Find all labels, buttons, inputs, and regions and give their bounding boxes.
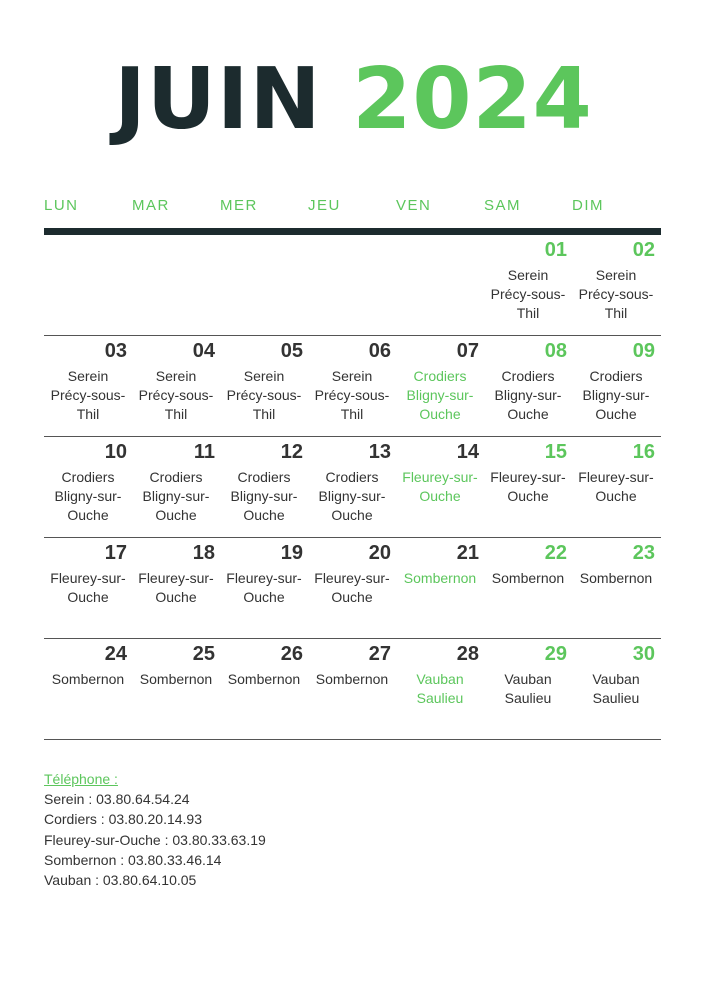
day-number: 05 [280, 340, 303, 362]
calendar-day [396, 336, 484, 436]
day-location [484, 569, 572, 588]
weekday-label: MER [220, 197, 258, 214]
day-location [308, 468, 396, 525]
calendar-day [44, 437, 132, 537]
location-line: Sombernon [579, 570, 653, 586]
location-line: Précy-sous- [578, 286, 654, 302]
day-location [396, 670, 484, 708]
day-number: 11 [193, 441, 215, 463]
location-line: Ouche [595, 488, 637, 504]
location-line: Bligny-sur- [318, 488, 386, 504]
calendar-day [44, 538, 132, 638]
location-line: Ouche [67, 507, 109, 523]
location-line: Fleurey-sur- [402, 469, 478, 485]
location-line: Thil [252, 406, 276, 422]
day-location [572, 670, 660, 708]
day-number: 27 [368, 643, 391, 665]
location-line: Bligny-sur- [494, 387, 562, 403]
location-line: Saulieu [592, 690, 640, 706]
day-number: 08 [544, 340, 567, 362]
location-line: Thil [604, 305, 628, 321]
location-line: Serein [507, 267, 549, 283]
weekday-label: JEU [308, 197, 341, 214]
weekday-label: DIM [572, 197, 604, 214]
location-line: Ouche [419, 488, 461, 504]
day-number: 25 [192, 643, 215, 665]
location-line: Ouche [243, 589, 285, 605]
location-line: Ouche [243, 507, 285, 523]
calendar-day [572, 639, 660, 739]
phone-line: Fleurey-sur-Ouche : 03.80.33.63.19 [44, 831, 266, 848]
location-line: Serein [243, 368, 285, 384]
location-line: Thil [164, 406, 188, 422]
day-location [44, 569, 132, 607]
day-number: 12 [280, 441, 303, 463]
calendar-day [572, 538, 660, 638]
location-line: Fleurey-sur- [314, 570, 390, 586]
location-line: Fleurey-sur- [226, 570, 302, 586]
day-number: 26 [280, 643, 303, 665]
location-line: Bligny-sur- [142, 488, 210, 504]
calendar-day [484, 538, 572, 638]
day-location [308, 569, 396, 607]
location-line: Saulieu [416, 690, 464, 706]
calendar-week [44, 437, 661, 538]
day-number: 01 [544, 239, 567, 261]
day-number: 17 [104, 542, 127, 564]
day-location [484, 468, 572, 506]
calendar-day [484, 336, 572, 436]
day-location [44, 468, 132, 525]
calendar-week [44, 336, 661, 437]
calendar-day [132, 336, 220, 436]
weekday-label: SAM [484, 197, 522, 214]
calendar-week [44, 538, 661, 639]
day-number: 07 [456, 340, 479, 362]
day-number: 09 [632, 340, 655, 362]
calendar-day [484, 235, 572, 335]
calendar-grid [44, 235, 661, 740]
calendar-day [308, 336, 396, 436]
location-line: Sombernon [227, 671, 301, 687]
location-line: Ouche [595, 406, 637, 422]
calendar-day [44, 639, 132, 739]
day-number: 14 [456, 441, 479, 463]
location-line: Thil [516, 305, 540, 321]
title-year: 2024 [352, 50, 593, 149]
calendar-day [484, 639, 572, 739]
day-location [132, 468, 220, 525]
day-number: 28 [456, 643, 479, 665]
phone-line: Sombernon : 03.80.33.46.14 [44, 851, 222, 868]
calendar-day [44, 336, 132, 436]
location-line: Sombernon [403, 570, 477, 586]
calendar-day [220, 538, 308, 638]
phone-line: Vauban : 03.80.64.10.05 [44, 872, 197, 889]
calendar-day [572, 336, 660, 436]
day-location [220, 670, 308, 689]
location-line: Fleurey-sur- [578, 469, 654, 485]
day-location [132, 670, 220, 689]
day-location [396, 569, 484, 588]
day-number: 16 [632, 441, 655, 463]
location-line: Fleurey-sur- [490, 469, 566, 485]
location-line: Sombernon [315, 671, 389, 687]
weekday-label: LUN [44, 197, 79, 214]
location-line: Précy-sous- [138, 387, 214, 403]
day-location [572, 569, 660, 588]
page-title [0, 50, 707, 150]
location-line: Ouche [331, 507, 373, 523]
location-line: Ouche [331, 589, 373, 605]
location-line: Crodiers [325, 469, 379, 485]
calendar-day [220, 437, 308, 537]
day-number: 30 [632, 643, 655, 665]
day-number: 13 [368, 441, 391, 463]
day-number: 23 [632, 542, 655, 564]
day-location [484, 266, 572, 323]
header-divider [44, 228, 661, 235]
location-line: Bligny-sur- [54, 488, 122, 504]
location-line: Thil [76, 406, 100, 422]
location-line: Sombernon [491, 570, 565, 586]
weekday-header [44, 197, 661, 214]
calendar-day [484, 437, 572, 537]
calendar-day [396, 639, 484, 739]
phone-line: Serein : 03.80.64.54.24 [44, 791, 190, 808]
location-line: Vauban [592, 671, 640, 687]
day-location [572, 367, 660, 424]
day-location [220, 468, 308, 525]
location-line: Précy-sous- [314, 387, 390, 403]
location-line: Ouche [155, 589, 197, 605]
day-number: 24 [104, 643, 127, 665]
day-location [572, 468, 660, 506]
day-location [484, 670, 572, 708]
location-line: Crodiers [149, 469, 203, 485]
calendar-day [396, 437, 484, 537]
location-line: Sombernon [139, 671, 213, 687]
day-location [44, 367, 132, 424]
day-number: 18 [192, 542, 215, 564]
location-line: Crodiers [237, 469, 291, 485]
day-location [396, 468, 484, 506]
location-line: Fleurey-sur- [50, 570, 126, 586]
location-line: Serein [67, 368, 109, 384]
location-line: Bligny-sur- [406, 387, 474, 403]
day-location [132, 367, 220, 424]
location-line: Vauban [504, 671, 552, 687]
location-line: Fleurey-sur- [138, 570, 214, 586]
day-location [220, 367, 308, 424]
location-line: Sombernon [51, 671, 125, 687]
location-line: Crodiers [501, 368, 555, 384]
calendar-day [220, 639, 308, 739]
location-line: Crodiers [61, 469, 115, 485]
day-location [308, 670, 396, 689]
calendar-day [396, 538, 484, 638]
calendar-day [308, 639, 396, 739]
location-line: Ouche [419, 406, 461, 422]
location-line: Ouche [155, 507, 197, 523]
calendar-day [132, 437, 220, 537]
day-number: 15 [544, 441, 567, 463]
calendar-day [308, 538, 396, 638]
location-line: Serein [595, 267, 637, 283]
day-number: 20 [368, 542, 391, 564]
location-line: Serein [331, 368, 373, 384]
day-number: 03 [104, 340, 127, 362]
calendar-day [308, 437, 396, 537]
phone-directory [44, 769, 266, 890]
location-line: Ouche [507, 488, 549, 504]
day-number: 29 [544, 643, 567, 665]
day-number: 02 [632, 239, 655, 261]
location-line: Ouche [67, 589, 109, 605]
calendar-day [220, 336, 308, 436]
day-location [132, 569, 220, 607]
day-number: 04 [192, 340, 215, 362]
calendar-day [572, 235, 660, 335]
location-line: Précy-sous- [50, 387, 126, 403]
location-line: Précy-sous- [226, 387, 302, 403]
location-line: Serein [155, 368, 197, 384]
day-location [396, 367, 484, 424]
phone-line: Cordiers : 03.80.20.14.93 [44, 811, 202, 828]
day-location [220, 569, 308, 607]
location-line: Ouche [507, 406, 549, 422]
day-location [44, 670, 132, 689]
title-month: JUIN [114, 50, 322, 149]
calendar-week [44, 639, 661, 740]
phone-title: Téléphone : [44, 771, 118, 787]
day-number: 22 [544, 542, 567, 564]
day-number: 19 [280, 542, 303, 564]
day-location [572, 266, 660, 323]
calendar-week [44, 235, 661, 336]
location-line: Précy-sous- [490, 286, 566, 302]
location-line: Bligny-sur- [582, 387, 650, 403]
location-line: Crodiers [413, 368, 467, 384]
location-line: Saulieu [504, 690, 552, 706]
location-line: Crodiers [589, 368, 643, 384]
calendar-day [132, 538, 220, 638]
day-location [308, 367, 396, 424]
weekday-label: MAR [132, 197, 170, 214]
location-line: Bligny-sur- [230, 488, 298, 504]
day-number: 06 [368, 340, 391, 362]
day-number: 10 [104, 441, 127, 463]
calendar-day [572, 437, 660, 537]
weekday-label: VEN [396, 197, 432, 214]
day-location [484, 367, 572, 424]
calendar-day [132, 639, 220, 739]
day-number: 21 [456, 542, 479, 564]
location-line: Vauban [416, 671, 464, 687]
location-line: Thil [340, 406, 364, 422]
